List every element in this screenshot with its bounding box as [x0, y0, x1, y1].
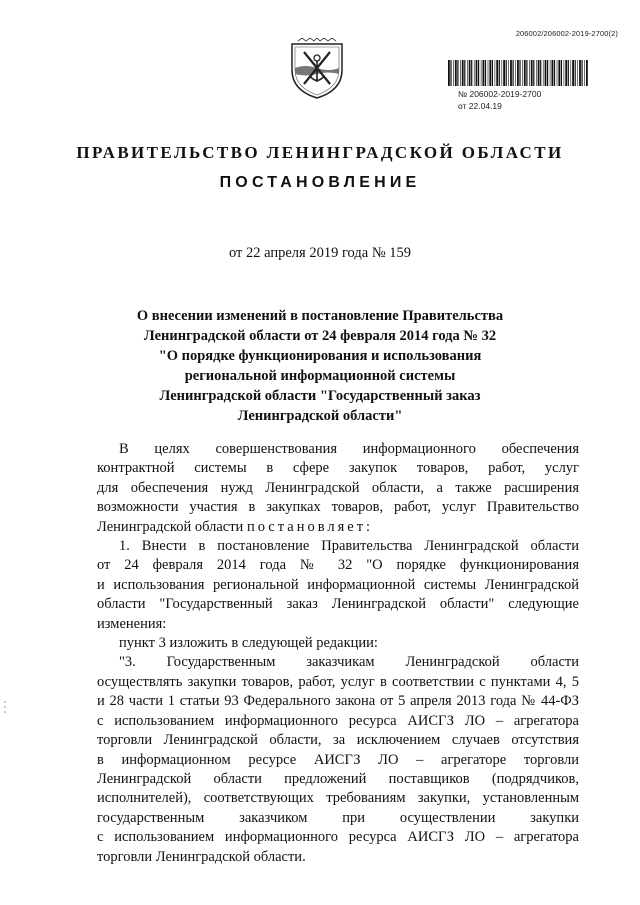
barcode-bar [538, 60, 540, 86]
barcode-bar [489, 60, 491, 86]
registration-number: № 206002-2019-2700 [458, 89, 542, 99]
barcode-bar [488, 60, 489, 86]
barcode-bar [558, 60, 560, 86]
barcode-bar [524, 60, 526, 86]
resolution-word: постановляет: [246, 518, 374, 535]
barcode-bar [582, 60, 583, 86]
barcode-bar [448, 60, 450, 86]
barcode-bar [577, 60, 578, 86]
body-line: возможности участия в закупках товаров, работ, услуг Правительство [97, 499, 579, 516]
barcode-bar [547, 60, 548, 86]
barcode-bar [543, 60, 544, 86]
barcode-bar [526, 60, 527, 86]
barcode-bar [550, 60, 551, 86]
barcode-bar [460, 60, 461, 86]
barcode-bar [502, 60, 503, 86]
barcode-bar [568, 60, 569, 86]
body-line: с использованием информационного ресурса АИСГЗ ЛО – агрегатора [97, 829, 579, 846]
barcode-bar [450, 60, 451, 86]
coat-of-arms-icon [288, 38, 346, 100]
document-id: 206002/206002-2019-2700(2) [515, 29, 618, 38]
barcode-bar [522, 60, 523, 86]
barcode-bar [499, 60, 500, 86]
paragraph-item-3 [97, 653, 579, 866]
barcode-bar [584, 60, 585, 86]
margin-scan-mark [3, 700, 7, 714]
subject-line: Ленинградской области" [237, 408, 403, 424]
document-type: ПОСТАНОВЛЕНИЕ [219, 174, 421, 191]
barcode-bar [503, 60, 505, 86]
body-line-last: изменения: [97, 615, 167, 632]
barcode-bar [540, 60, 541, 86]
barcode-bar [552, 60, 554, 86]
body-line: для обеспечения нужд Ленинградской области, а также расширения [97, 479, 579, 496]
barcode-bar [536, 60, 537, 86]
barcode-bar [483, 60, 485, 86]
barcode-bar [510, 60, 512, 86]
barcode-bar [579, 60, 581, 86]
body-line: осуществлять закупки товаров, работ, услуг в соответствии с пунктами 4, 5 [97, 673, 579, 690]
barcode-bar [492, 60, 493, 86]
barcode-bar [571, 60, 572, 86]
barcode-bar [455, 60, 457, 86]
barcode-bar [565, 60, 567, 86]
barcode-bar [515, 60, 516, 86]
barcode-bar [572, 60, 574, 86]
barcode-bar [508, 60, 509, 86]
body-line: области "Государственный заказ Ленинградской области" следующие [97, 596, 579, 613]
barcode-bar [481, 60, 482, 86]
subject-line: региональной информационной системы [184, 368, 456, 384]
body-line: исполнителей), соответствующих требованиям закупки, установленным [97, 790, 579, 807]
body-line: и использования региональной информационной системы Ленинградской [97, 576, 579, 593]
barcode-bar [586, 60, 588, 86]
barcode-bar [561, 60, 562, 86]
barcode-bar [529, 60, 530, 86]
barcode-bar [457, 60, 458, 86]
body-line: Ленинградской области предложений поставщиков (подрядчиков, [97, 770, 579, 787]
barcode-bar [557, 60, 558, 86]
barcode-bar [513, 60, 514, 86]
barcode-bar [496, 60, 498, 86]
barcode-bar [554, 60, 555, 86]
paragraph-item-1 [97, 537, 579, 634]
body-line: от 24 февраля 2014 года № 32 "О порядке функционирования [97, 557, 579, 574]
body-line-last [97, 518, 579, 537]
barcode-bar [519, 60, 520, 86]
body-line: с использованием информационного ресурса АИСГЗ ЛО – агрегатора [97, 712, 579, 729]
barcode-bar [476, 60, 478, 86]
barcode-bar [533, 60, 534, 86]
body-line: контрактной системы в сфере закупок товаров, работ, услуг [97, 460, 579, 477]
barcode-bar [575, 60, 576, 86]
barcode-bar [531, 60, 533, 86]
barcode-bar [564, 60, 565, 86]
subject-line: Ленинградской области "Государственный заказ [159, 388, 481, 404]
barcode-bar [467, 60, 468, 86]
document-body [97, 440, 579, 867]
barcode-bar [469, 60, 471, 86]
registration-block [458, 88, 541, 112]
subject-line: О внесении изменений в постановление Правительства [136, 308, 504, 324]
body-line: 1. Внести в постановление Правительства Ленинградской области [119, 538, 579, 555]
government-title: ПРАВИТЕЛЬСТВО ЛЕНИНГРАДСКОЙ ОБЛАСТИ [76, 143, 564, 162]
document-subject [0, 306, 640, 426]
body-line: в информационном ресурсе АИСГЗ ЛО – агрегаторе торговли [97, 751, 579, 768]
body-text: Ленинградской области [97, 518, 244, 535]
barcode-bar [495, 60, 496, 86]
body-line: и 28 части 1 статьи 93 Федерального закона от 5 апреля 2013 года № 44-ФЗ [97, 693, 579, 710]
barcode-bar [517, 60, 519, 86]
registration-date: от 22.04.19 [458, 101, 502, 111]
body-line-last: торговли Ленинградской области. [97, 848, 306, 865]
barcode-bar [462, 60, 464, 86]
barcode-bar [453, 60, 454, 86]
document-date: от 22 апреля 2019 года № 159 [228, 245, 412, 261]
barcode-bar [464, 60, 465, 86]
paragraph-preamble [97, 440, 579, 537]
subject-line: Ленинградской области от 24 февраля 2014 года № 32 [143, 328, 497, 344]
barcode-bar [545, 60, 547, 86]
barcode-bar [485, 60, 486, 86]
body-line: В целях совершенствования информационного обеспечения [119, 441, 579, 457]
barcode-bar [474, 60, 475, 86]
body-line: государственным заказчиком при осуществлении закупки [97, 809, 579, 826]
body-line: торговли Ленинградской области, за исключением случаев отсутствия [97, 732, 579, 749]
paragraph-amendment-intro: пункт 3 изложить в следующей редакции: [119, 635, 378, 652]
barcode-bar [471, 60, 472, 86]
barcode-bar [506, 60, 507, 86]
body-line: "3. Государственным заказчикам Ленинградской области [119, 654, 579, 671]
barcode-bar [478, 60, 479, 86]
subject-line: "О порядке функционирования и использования [158, 348, 482, 364]
barcode [448, 60, 590, 86]
